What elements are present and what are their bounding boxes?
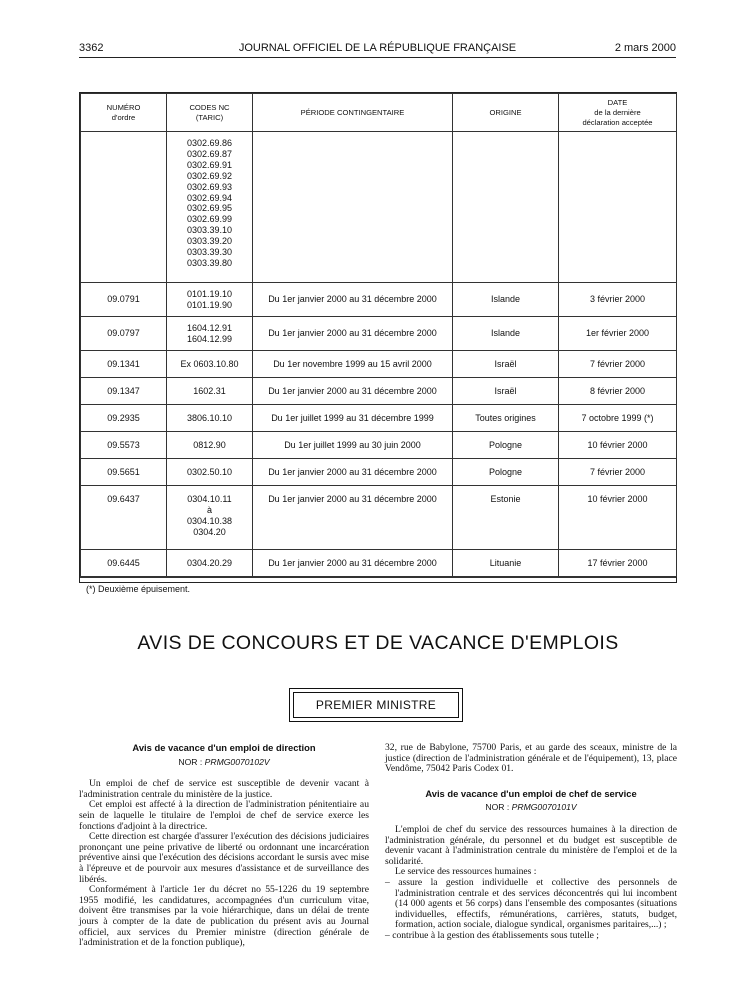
origin-cell: Israël	[453, 351, 559, 378]
origin-cell: Pologne	[453, 459, 559, 486]
section-title: AVIS DE CONCOURS ET DE VACANCE D'EMPLOIS	[137, 632, 619, 654]
tariff-code: 3806.10.10	[186, 412, 233, 423]
origin-cell: Islande	[453, 317, 559, 351]
period-cell: Du 1er janvier 2000 au 31 décembre 2000	[253, 486, 453, 550]
tariff-code: 0304.10.11	[187, 494, 232, 504]
origin-cell: Islande	[453, 283, 559, 317]
codes-cell	[167, 550, 253, 577]
origin-cell: Lituanie	[453, 550, 559, 577]
tariff-code: à	[206, 504, 212, 515]
journal-title: JOURNAL OFFICIEL DE LA RÉPUBLIQUE FRANÇAISE	[238, 42, 517, 54]
table-row	[81, 317, 677, 351]
tariff-code: 0303.39.10	[186, 225, 233, 236]
date-cell: 1er février 2000	[559, 317, 677, 351]
period-cell: Du 1er janvier 2000 au 31 décembre 2000	[253, 283, 453, 317]
origin-cell: Toutes origines	[453, 405, 559, 432]
codes-cell	[167, 132, 253, 283]
table-row	[81, 351, 677, 378]
tariff-code: 0303.39.20	[186, 236, 233, 247]
quota-table	[79, 92, 677, 594]
date-cell: 10 février 2000	[559, 432, 677, 459]
tariff-code: 0304.20	[193, 526, 226, 537]
date-cell: 17 février 2000	[559, 550, 677, 577]
table-footnote: (*) Deuxième épuisement.	[80, 577, 676, 600]
table-row	[81, 432, 677, 459]
period-cell: Du 1er novembre 1999 au 15 avril 2000	[253, 351, 453, 378]
codes-cell	[167, 432, 253, 459]
order-number-cell: 09.6437	[81, 486, 167, 550]
period-cell: Du 1er juillet 1999 au 31 décembre 1999	[253, 405, 453, 432]
tariff-code: 1602.31	[193, 385, 226, 396]
order-number-cell: 09.6445	[81, 550, 167, 577]
table-row	[81, 486, 677, 550]
tariff-code: 1604.12.99	[186, 333, 233, 344]
tariff-code: 0302.69.87	[186, 148, 233, 159]
tariff-code: 0304.10.38	[186, 515, 233, 526]
order-number-cell: 09.5573	[81, 432, 167, 459]
period-cell: Du 1er juillet 1999 au 30 juin 2000	[253, 432, 453, 459]
codes-cell	[167, 405, 253, 432]
col-header-numero: NUMÉRO d'ordre	[81, 94, 167, 132]
order-number-cell: 09.0797	[81, 317, 167, 351]
list-item: – contribue à la gestion des établissements sous tutelle ;	[385, 931, 677, 942]
table-row	[81, 459, 677, 486]
order-number-cell: 09.5651	[81, 459, 167, 486]
order-number-cell: 09.2935	[81, 405, 167, 432]
table-row	[81, 405, 677, 432]
article-paragraph: Conformément à l'article 1er du décret no 55-1226 du 19 septembre 1955 modifié, les candidatures, accompagnées d'un curriculum vitae, doivent être transmises par la voie hiérarchique, dans un délai de trente jours à compter de la date de publication du présent avis au Journal officiel, aux services du Premier ministre (direction générale de l'administration et de la fonction publique),	[79, 884, 369, 949]
origin-cell: Estonie	[453, 486, 559, 550]
article-paragraph: L'emploi de chef du service des ressources humaines à la direction de l'administration générale, du personnel et du budget est susceptible de devenir vacant à l'administration centrale du ministère de l'emploi et de la solidarité.	[385, 823, 677, 867]
tariff-code: 0302.69.91	[186, 159, 233, 170]
date-cell: 7 février 2000	[559, 459, 677, 486]
tariff-code: Ex 0603.10.80	[180, 358, 239, 369]
tariff-code: 0302.50.10	[186, 466, 233, 477]
tariff-code: 0302.69.99	[186, 214, 233, 225]
nor-reference: NOR : PRMG0070101V	[485, 802, 577, 813]
table-row	[81, 550, 677, 577]
period-cell: Du 1er janvier 2000 au 31 décembre 2000	[253, 550, 453, 577]
codes-cell	[167, 486, 253, 550]
period-cell: Du 1er janvier 2000 au 31 décembre 2000	[253, 459, 453, 486]
tariff-code: 0101.19.10	[186, 288, 233, 299]
list-item: – assure la gestion individuelle et collective des personnels de l'administration centrale et des services déconcentrés qui lui incombent (14 000 agents et 56 corps) dans l'ensemble des composantes (situations individuelles, effectifs, rémunérations, carrières, statuts, budget, formation, action sociale, dialogue syndical, organismes paritaires,...) ;	[385, 878, 677, 931]
article-paragraph: Cet emploi est affecté à la direction de l'administration pénitentiaire au sein de laquelle le titulaire de l'emploi de chef de service exerce les fonctions d'adjoint à la directrice.	[79, 799, 369, 832]
order-number-cell: 09.0791	[81, 283, 167, 317]
article-continuation: 32, rue de Babylone, 75700 Paris, et au garde des sceaux, ministre de la justice (direction de l'administration générale et de l'équipement), 13, place Vendôme, 75042 Paris Codex 01.	[385, 742, 677, 775]
page-header	[79, 41, 676, 58]
tariff-code: 0303.39.80	[186, 257, 233, 268]
tariff-code: 0302.69.92	[186, 170, 233, 181]
col-header-origine: ORIGINE	[453, 94, 559, 132]
page-number: 3362	[79, 42, 104, 54]
period-cell: Du 1er janvier 2000 au 31 décembre 2000	[253, 317, 453, 351]
origin-cell: Pologne	[453, 432, 559, 459]
period-cell: Du 1er janvier 2000 au 31 décembre 2000	[253, 378, 453, 405]
issue-date: 2 mars 2000	[614, 42, 676, 54]
article-paragraph: Le service des ressources humaines :	[395, 866, 537, 878]
tariff-code: 0302.69.93	[186, 181, 233, 192]
article-paragraph: Un emploi de chef de service est susceptible de devenir vacant à l'administration centrale du ministère de la justice.	[79, 778, 369, 800]
col-header-periode: PÉRIODE CONTINGENTAIRE	[253, 94, 453, 132]
order-number-cell: 09.1347	[81, 378, 167, 405]
date-cell: 7 février 2000	[559, 351, 677, 378]
article-paragraph: Cette direction est chargée d'assurer l'exécution des décisions judiciaires prononçant une peine privative de liberté ou ordonnant une incarcération préventive ainsi que l'exécution des décisions accordant le sursis avec mise à l'épreuve et de pourvoir aux mesures d'assistance et de surveillance des libérés.	[79, 831, 369, 885]
codes-cell	[167, 283, 253, 317]
table-row	[81, 378, 677, 405]
nor-reference: NOR : PRMG0070102V	[178, 756, 270, 767]
tariff-code: 0812.90	[193, 439, 226, 450]
table-row	[81, 132, 677, 283]
bullet-list	[385, 878, 677, 942]
codes-cell	[167, 378, 253, 405]
date-cell: 8 février 2000	[559, 378, 677, 405]
tariff-code: 0302.69.86	[186, 138, 233, 148]
date-cell: 3 février 2000	[559, 283, 677, 317]
article-title: Avis de vacance d'un emploi de chef de service	[425, 787, 637, 799]
origin-cell: Israël	[453, 378, 559, 405]
codes-cell	[167, 351, 253, 378]
tariff-code: 0302.69.95	[186, 203, 233, 214]
date-cell: 7 octobre 1999 (*)	[559, 405, 677, 432]
tariff-code: 0303.39.30	[186, 247, 233, 258]
col-header-date: DATE de la dernière déclaration acceptée	[559, 94, 677, 132]
article-column-right	[385, 743, 677, 942]
date-cell: 10 février 2000	[559, 486, 677, 550]
order-number-cell: 09.1341	[81, 351, 167, 378]
col-header-codes: CODES NC (TARIC)	[167, 94, 253, 132]
ministry-heading: PREMIER MINISTRE	[293, 692, 459, 718]
tariff-code: 0304.20.29	[186, 557, 233, 568]
codes-cell	[167, 317, 253, 351]
tariff-code: 0302.69.94	[186, 192, 233, 203]
tariff-code: 1604.12.91	[186, 322, 233, 333]
article-column-left	[79, 743, 369, 949]
article-title: Avis de vacance d'un emploi de direction	[132, 742, 316, 753]
table-row	[81, 283, 677, 317]
tariff-code: 0101.19.90	[186, 299, 233, 310]
codes-cell	[167, 459, 253, 486]
